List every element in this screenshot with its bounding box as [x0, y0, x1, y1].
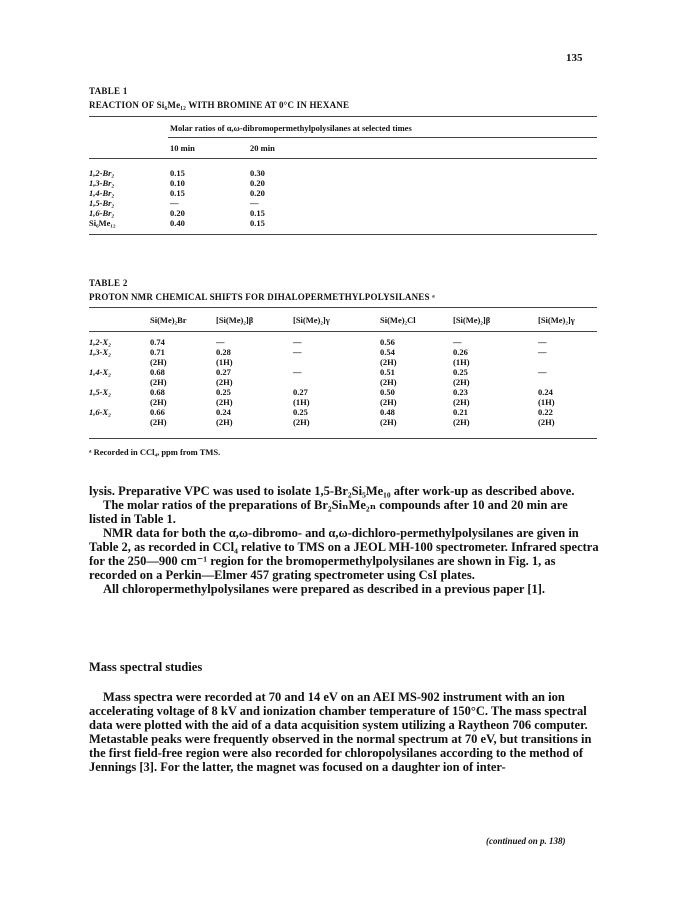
shift-value: 0.27	[216, 367, 231, 377]
row-label: 1,6-X₂	[89, 407, 112, 417]
table1-caption: REACTION OF Si₆Me₁₂ WITH BROMINE AT 0°C IN HEXANE	[89, 100, 350, 110]
table1-label: TABLE 1	[89, 86, 128, 96]
value-10min: 0.20	[170, 208, 185, 218]
shift-value: (1H)	[538, 397, 555, 407]
shift-value: 0.24	[216, 407, 231, 417]
shift-value: (2H)	[380, 357, 397, 367]
table2-top-rule	[89, 307, 597, 308]
shift-value: (2H)	[380, 417, 397, 427]
table2-col-beta2: [Si(Me)₂]β	[453, 315, 491, 325]
shift-value: 0.71	[150, 347, 165, 357]
table1-col-10min: 10 min	[170, 143, 195, 153]
paragraph: lysis. Preparative VPC was used to isolate 1,5-Br₂Si₅Me₁₀ after work-up as described above.	[89, 484, 575, 498]
row-label: 1,2-X₂	[89, 337, 112, 347]
shift-value: 0.48	[380, 407, 395, 417]
value-20min: 0.15	[250, 208, 265, 218]
value-20min: 0.20	[250, 178, 265, 188]
shift-value: (2H)	[216, 417, 233, 427]
shift-value: 0.28	[216, 347, 231, 357]
value-10min: 0.40	[170, 218, 185, 228]
value-20min: —	[250, 198, 259, 208]
shift-value: 0.25	[216, 387, 231, 397]
shift-value: (2H)	[453, 397, 470, 407]
shift-value: 0.54	[380, 347, 395, 357]
shift-value: (2H)	[293, 417, 310, 427]
shift-value: (2H)	[538, 417, 555, 427]
row-label: 1,2-Br₂	[89, 168, 115, 178]
value-10min: 0.10	[170, 178, 185, 188]
value-20min: 0.20	[250, 188, 265, 198]
table2-footnote: ᵃ Recorded in CCl₄, ppm from TMS.	[89, 447, 221, 457]
row-label: Si₆Me₁₂	[89, 218, 116, 228]
table2-col-gamma1: [Si(Me)₂]γ	[293, 315, 330, 325]
table1-col-20min: 20 min	[250, 143, 275, 153]
table2-col-gamma2: [Si(Me)₂]γ	[538, 315, 575, 325]
shift-value: (2H)	[150, 377, 167, 387]
shift-value: 0.56	[380, 337, 395, 347]
table1-bottom-rule	[89, 234, 597, 235]
shift-value: 0.22	[538, 407, 553, 417]
shift-value: 0.74	[150, 337, 165, 347]
shift-value: (2H)	[216, 397, 233, 407]
table2-head-rule	[89, 331, 597, 332]
shift-value: 0.24	[538, 387, 553, 397]
shift-value: (2H)	[150, 417, 167, 427]
shift-value: (2H)	[216, 377, 233, 387]
row-label: 1,4-Br₂	[89, 188, 115, 198]
shift-value: (2H)	[150, 397, 167, 407]
shift-value: 0.25	[453, 367, 468, 377]
table2-col-sibr: Si(Me)₂Br	[150, 315, 187, 325]
shift-value: 0.23	[453, 387, 468, 397]
shift-value: (1H)	[453, 357, 470, 367]
table2-col-beta1: [Si(Me)₂]β	[216, 315, 254, 325]
value-10min: —	[170, 198, 179, 208]
shift-value: 0.50	[380, 387, 395, 397]
shift-value: (1H)	[216, 357, 233, 367]
value-20min: 0.15	[250, 218, 265, 228]
table1-spanner: Molar ratios of α,ω-dibromopermethylpolysilanes at selected times	[170, 123, 412, 133]
row-label: 1,6-Br₂	[89, 208, 115, 218]
shift-value: —	[293, 367, 302, 377]
shift-value: (2H)	[380, 397, 397, 407]
shift-value: 0.21	[453, 407, 468, 417]
paragraph: Mass spectra were recorded at 70 and 14 eV on an AEI MS-902 instrument with an ion accelerating voltage of 8 kV and ionization chamber temperature of 150°C. The mass spectral data were plotted with the aid of a data acquisition system utilizing a Raytheon 706 computer. Metastable peaks were frequently observed in the normal spectrum at 70 eV, but transitions in the first field-free region were also recorded for chloropolysilanes according to the method of Jennings [3]. For the latter, the magnet was focused on a daughter ion of inter-	[89, 690, 592, 774]
shift-value: (2H)	[453, 377, 470, 387]
paragraph: NMR data for both the α,ω-dibromo- and α,ω-dichloro-permethylpolysilanes are given in Table 2, as recorded in CCl₄ relative to TMS on a JEOL MH-100 spectrometer. Infrared spectra for the 250—900 cm⁻¹ region for the bromopermethylpolysilanes are shown in Fig. 1, as recorded on a Perkin—Elmer 457 grating spectrometer using CsI plates.	[89, 526, 599, 582]
paragraph: All chloropermethylpolysilanes were prepared as described in a previous paper [1].	[103, 582, 546, 596]
value-10min: 0.15	[170, 168, 185, 178]
row-label: 1,4-X₂	[89, 367, 112, 377]
shift-value: —	[538, 347, 547, 357]
shift-value: —	[293, 347, 302, 357]
shift-value: —	[453, 337, 462, 347]
continued-note: (continued on p. 138)	[486, 836, 566, 846]
shift-value: (2H)	[150, 357, 167, 367]
page-number: 135	[566, 52, 583, 64]
body-text-block-2	[89, 690, 599, 774]
shift-value: (1H)	[293, 397, 310, 407]
shift-value: (2H)	[380, 377, 397, 387]
shift-value: —	[216, 337, 225, 347]
table2-caption: PROTON NMR CHEMICAL SHIFTS FOR DIHALOPERMETHYLPOLYSILANES ᵃ	[89, 292, 435, 302]
shift-value: (2H)	[453, 417, 470, 427]
table2-col-sicl: Si(Me)₂Cl	[380, 315, 416, 325]
row-label: 1,5-X₂	[89, 387, 112, 397]
shift-value: 0.68	[150, 387, 165, 397]
table1-spanner-rule	[168, 137, 597, 138]
body-text-block	[89, 484, 599, 596]
table1-top-rule	[89, 116, 597, 117]
shift-value: 0.27	[293, 387, 308, 397]
value-10min: 0.15	[170, 188, 185, 198]
section-heading: Mass spectral studies	[89, 660, 203, 674]
paragraph: The molar ratios of the preparations of Br₂SiₙMe₂ₙ compounds after 10 and 20 min are listed in Table 1.	[89, 498, 568, 526]
shift-value: —	[293, 337, 302, 347]
row-label: 1,3-Br₂	[89, 178, 115, 188]
table2-bottom-rule	[89, 438, 597, 439]
shift-value: —	[538, 337, 547, 347]
row-label: 1,3-X₂	[89, 347, 112, 357]
value-20min: 0.30	[250, 168, 265, 178]
shift-value: 0.51	[380, 367, 395, 377]
table1-head-rule	[89, 158, 597, 159]
shift-value: 0.26	[453, 347, 468, 357]
table2-label: TABLE 2	[89, 278, 128, 288]
row-label: 1,5-Br₂	[89, 198, 115, 208]
shift-value: 0.68	[150, 367, 165, 377]
shift-value: 0.66	[150, 407, 165, 417]
shift-value: —	[538, 367, 547, 377]
shift-value: 0.25	[293, 407, 308, 417]
